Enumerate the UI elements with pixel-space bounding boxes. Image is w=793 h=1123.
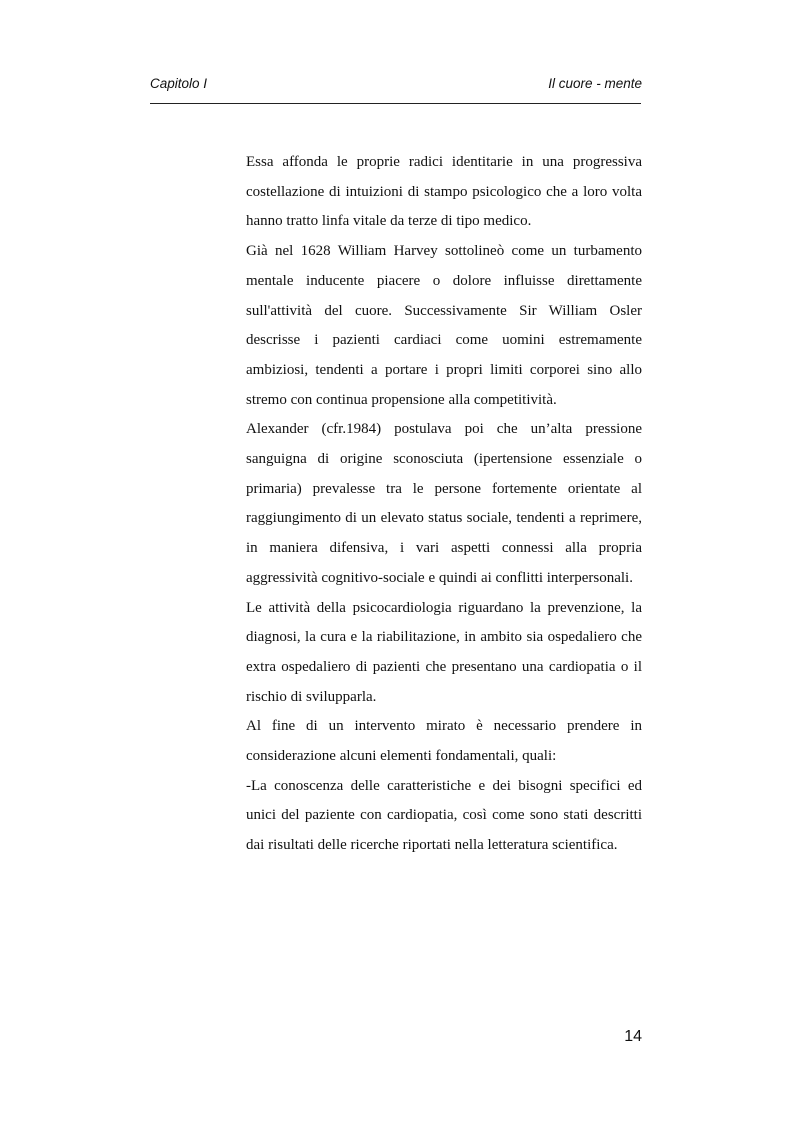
page-number: 14: [624, 1028, 642, 1045]
paragraph: Essa affonda le proprie radici identitarie in una progressiva costellazione di intuizioni di stampo psicologico che a loro volta hanno tratto linfa vitale da terze di tipo medico.: [246, 154, 642, 230]
paragraph: Al fine di un intervento mirato è necessario prendere in considerazione alcuni elementi fondamentali, quali:: [246, 718, 642, 765]
paragraph: -La conoscenza delle caratteristiche e dei bisogni specifici ed unici del paziente con cardiopatia, così come sono stati descritti dai risultati delle ricerche riportati nella letteratura scientifica.: [246, 777, 642, 854]
paragraph: Già nel 1628 William Harvey sottolineò come un turbamento mentale inducente piacere o dolore influisse direttamente sull'attività del cuore. Successivamente Sir William Osler descrisse i pazienti cardiaci come uomini estremamente ambiziosi, tendenti a portare i propri limiti corporei sino allo stremo con continua propensione alla competitività.: [246, 243, 642, 408]
header-divider: [150, 103, 641, 104]
paragraph: Alexander (cfr.1984) postulava poi che un’alta pressione sanguigna di origine sconosciuta (ipertensione essenziale o primaria) prevalesse tra le persone fortemente orientate al raggiungimento di un elevato status sociale, tendenti a reprimere, in maniera difensiva, i vari aspetti connessi alla propria aggressività cognitivo-sociale e quindi ai conflitti interpersonali.: [246, 421, 642, 586]
body-text: [246, 148, 642, 861]
section-title: Il cuore - mente: [548, 76, 642, 91]
paragraph: Le attività della psicocardiologia riguardano la prevenzione, la diagnosi, la cura e la riabilitazione, in ambito sia ospedaliero che extra ospedaliero di pazienti che presentano una cardiopatia o il rischio di svilupparla.: [246, 599, 642, 705]
running-header: [150, 76, 642, 98]
chapter-label: Capitolo I: [150, 76, 208, 91]
